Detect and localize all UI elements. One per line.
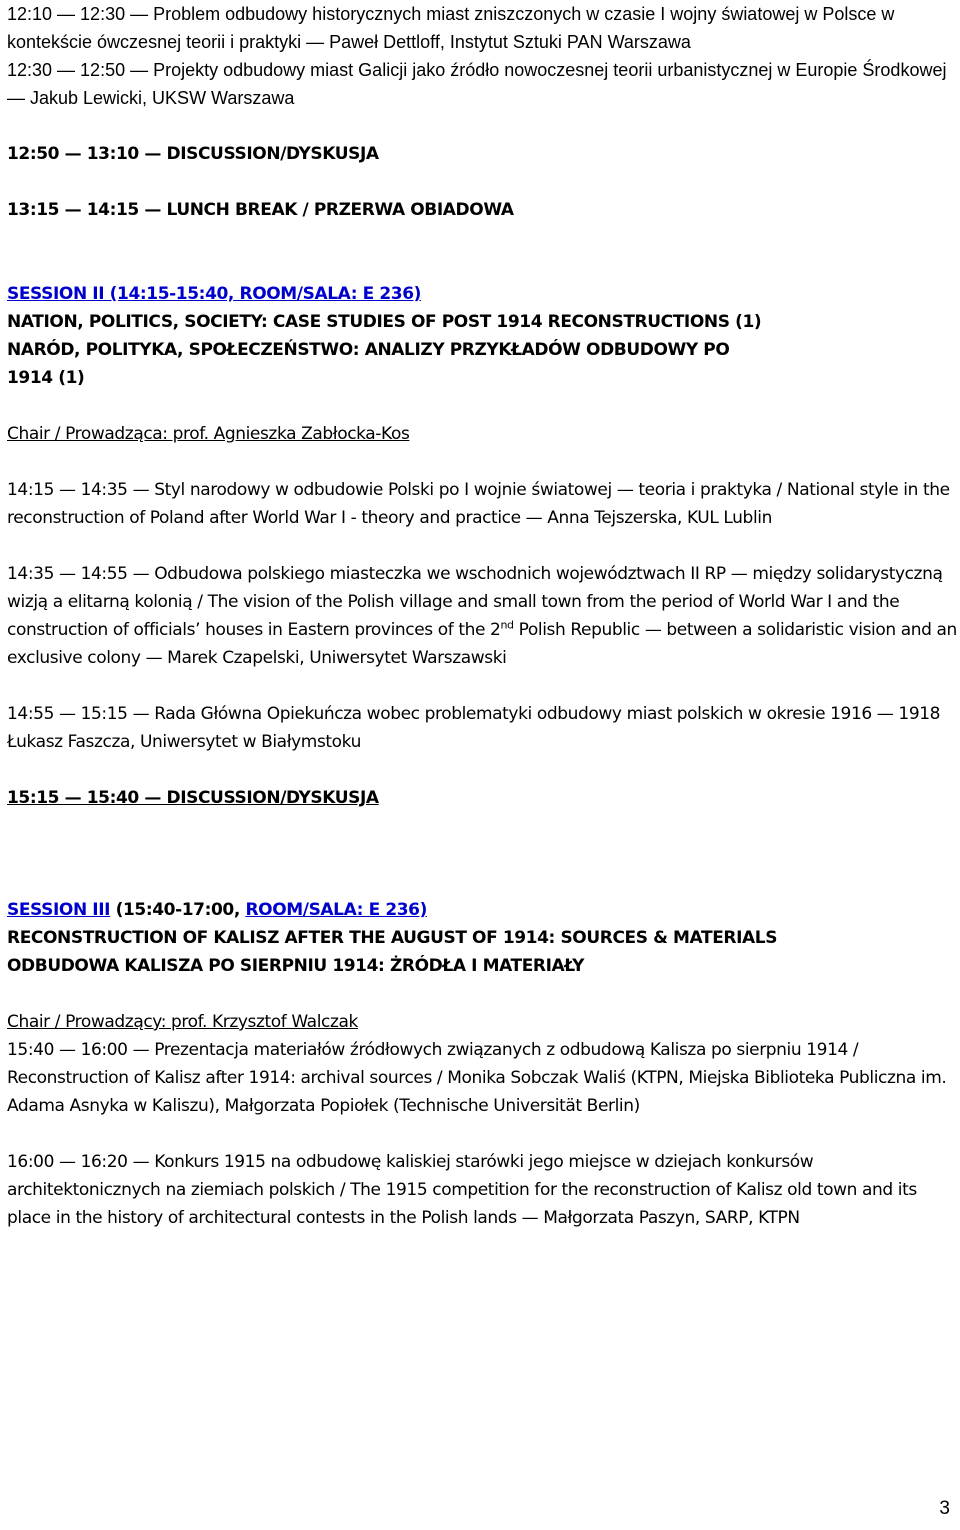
session-title-en: RECONSTRUCTION OF KALISZ AFTER THE AUGUST OF 1914: SOURCES & MATERIALS — [7, 928, 778, 948]
session-label-link[interactable]: SESSION III — [7, 900, 111, 920]
session-2 — [7, 280, 957, 812]
talk-text: 14:35 — 14:55 — Odbudowa polskiego miasteczka we wschodnich województwach II RP — między solidarystyczną wizją a elitarną kolonią / The vision of the Polish village and small town from the period of World War I and the construction of officials’ houses in Eastern provinces of the 2 — [7, 564, 943, 640]
session-room-link[interactable]: ROOM/SALA: E 236) — [245, 900, 427, 920]
discussion-heading: 15:15 — 15:40 — DISCUSSION/DYSKUSJA — [7, 788, 379, 808]
session-3 — [7, 896, 957, 1232]
session-chair: Chair / Prowadzący: prof. Krzysztof Walczak — [7, 1012, 358, 1032]
session-title-en: NATION, POLITICS, SOCIETY: CASE STUDIES OF POST 1914 RECONSTRUCTIONS (1) — [7, 312, 762, 332]
session-header-link[interactable]: SESSION II (14:15-15:40, ROOM/SALA: E 236) — [7, 284, 422, 304]
agenda-item: 12:30 — 12:50 — Projekty odbudowy miast Galicji jako źródło nowoczesnej teorii urbanistycznej w Europie Środkowej — Jakub Lewicki, UKSW Warszawa — [7, 60, 947, 108]
talk-entry: 16:00 — 16:20 — Konkurs 1915 na odbudowę kaliskiej starówki jego miejsce w dziejach konkursów architektonicznych na ziemiach polskich / The 1915 competition for the reconstruction of Kalisz old town and its place in the history of architectural contests in the Polish lands — Małgorzata Paszyn, SARP, KTPN — [7, 1152, 917, 1228]
agenda-item: 12:10 — 12:30 — Problem odbudowy historycznych miast zniszczonych w czasie I wojny światowej w Polsce w kontekście ówczesnej teorii i praktyki — Paweł Dettloff, Instytut Sztuki PAN Warszawa — [7, 4, 895, 52]
talk-entry: 15:40 — 16:00 — Prezentacja materiałów źródłowych związanych z odbudową Kalisza po sierpniu 1914 / Reconstruction of Kalisz after 1914: archival sources / Monika Sobczak Waliś (KTPN, Miejska Biblioteka Publiczna im. Adama Asnyka w Kaliszu), Małgorzata Popiołek (Technische Universität Berlin) — [7, 1040, 947, 1116]
session-time: (15:40-17:00, — [110, 900, 246, 920]
talk-entry: 14:55 — 15:15 — Rada Główna Opiekuńcza wobec problematyki odbudowy miast polskich w okresie 1916 — 1918 Łukasz Faszcza, Uniwersytet w Białymstoku — [7, 704, 941, 752]
session-header — [7, 896, 957, 924]
session-title-pl: NARÓD, POLITYKA, SPOŁECZEŃSTWO: ANALIZY PRZYKŁADÓW ODBUDOWY PO 1914 (1) — [7, 340, 730, 388]
page-number: 3 — [939, 1498, 950, 1519]
session-title-pl: ODBUDOWA KALISZA PO SIERPNIU 1914: ŻRÓDŁA I MATERIAŁY — [7, 956, 585, 976]
lunch-break-heading: 13:15 — 14:15 — LUNCH BREAK / PRZERWA OBIADOWA — [7, 200, 514, 220]
document-page — [7, 0, 957, 1232]
talk-entry — [7, 560, 957, 672]
ordinal-suffix: nd — [500, 618, 514, 632]
session-chair: Chair / Prowadząca: prof. Agnieszka Zabłocka-Kos — [7, 424, 410, 444]
discussion-heading: 12:50 — 13:10 — DISCUSSION/DYSKUSJA — [7, 144, 379, 164]
talk-text: Polish Republic — between a solidaristic vision and an exclusive colony — Marek Czapelski, Uniwersytet Warszawski — [7, 620, 957, 668]
talk-entry: 14:15 — 14:35 — Styl narodowy w odbudowie Polski po I wojnie światowej — teoria i praktyka / National style in the reconstruction of Poland after World War I - theory and practice — Anna Tejszerska, KUL Lublin — [7, 480, 950, 528]
